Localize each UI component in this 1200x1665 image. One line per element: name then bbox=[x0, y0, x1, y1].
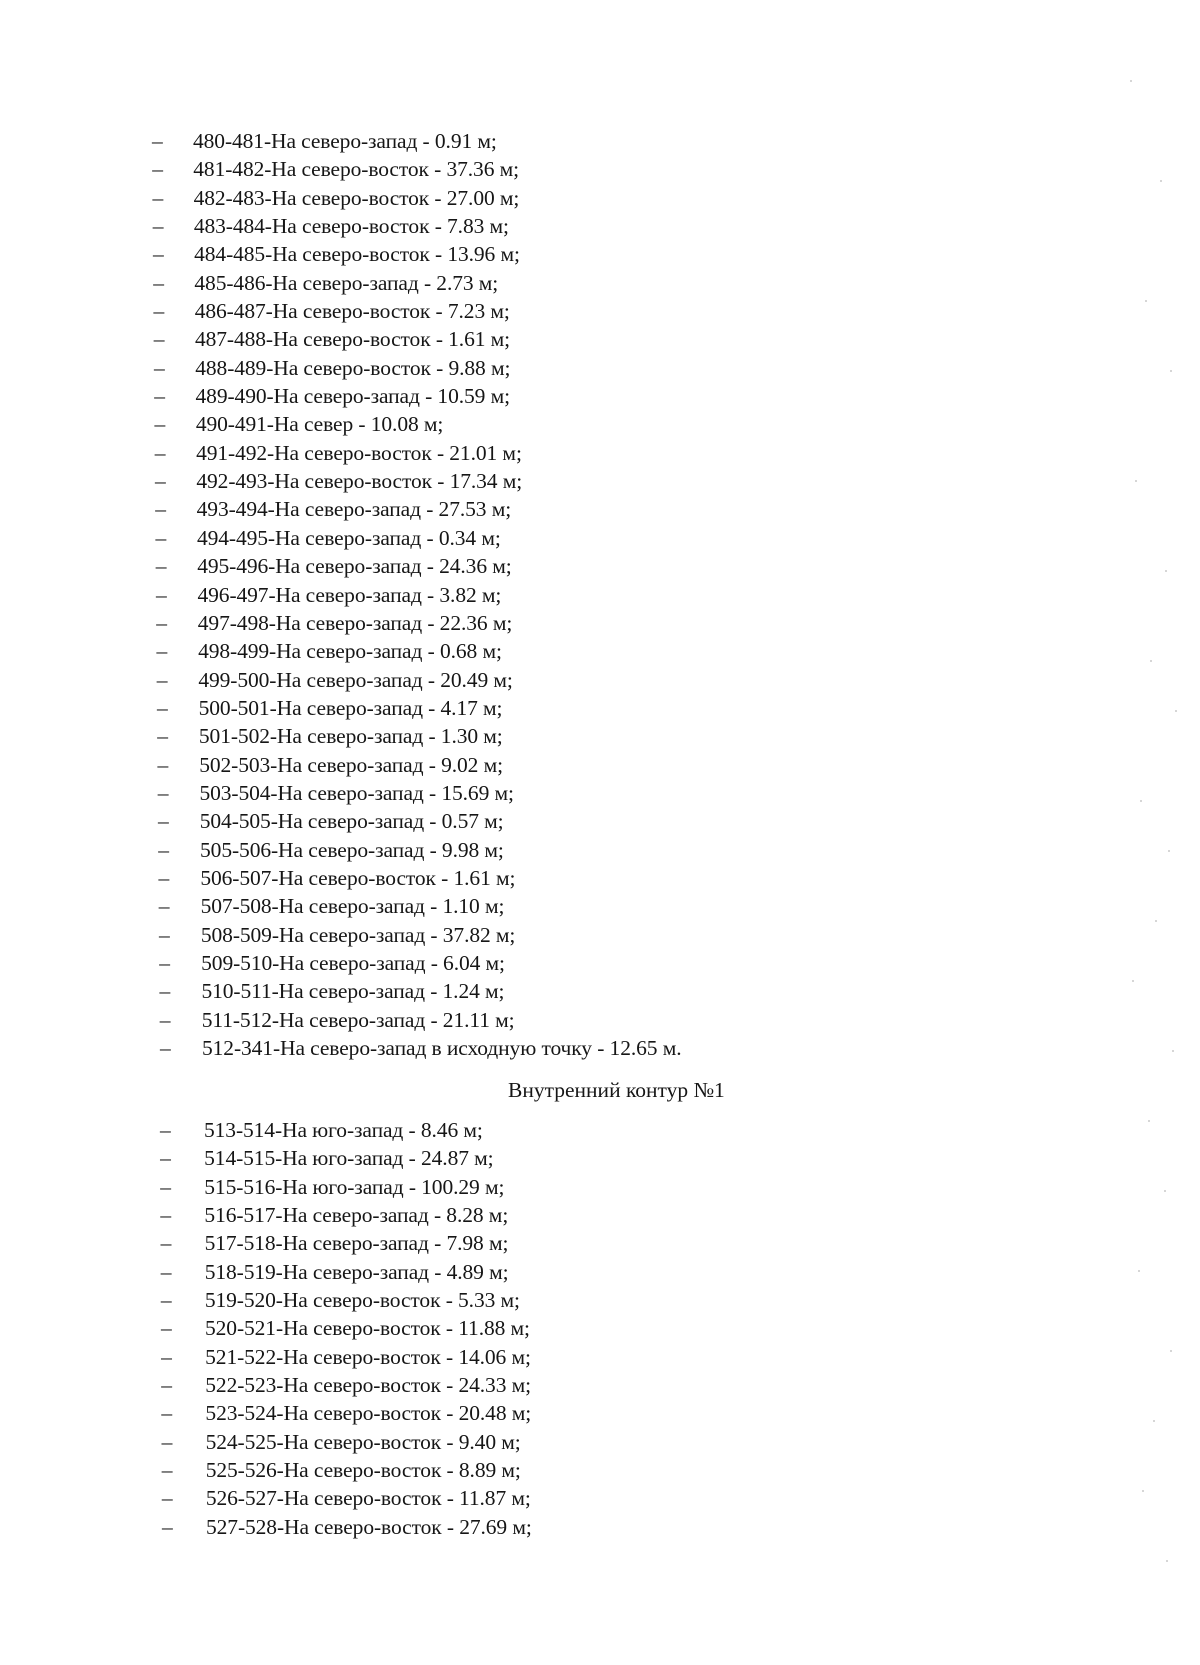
list-bullet: – bbox=[155, 497, 166, 522]
list-bullet: – bbox=[155, 554, 167, 579]
list-item bbox=[0, 240, 1200, 268]
segment-text: 502-503-На северо-запад - 9.02 м; bbox=[199, 752, 503, 777]
segment-text: 513-514-На юго-запад - 8.46 м; bbox=[204, 1118, 483, 1142]
list-bullet: – bbox=[159, 950, 170, 975]
list-item bbox=[0, 1201, 1200, 1229]
list-bullet: – bbox=[153, 299, 165, 324]
segment-text: 508-509-На северо-запад - 37.82 м; bbox=[200, 922, 516, 947]
scan-speck bbox=[1145, 300, 1147, 302]
scan-speck bbox=[1132, 980, 1134, 982]
list-bullet: – bbox=[154, 355, 165, 380]
scan-speck bbox=[1148, 1120, 1150, 1122]
list-bullet: – bbox=[156, 610, 167, 635]
list-item bbox=[0, 864, 1200, 892]
segment-text: 490-491-На север - 10.08 м; bbox=[195, 412, 444, 437]
scan-speck bbox=[1172, 1050, 1174, 1052]
list-item bbox=[0, 127, 1200, 155]
list-bullet: – bbox=[161, 1344, 172, 1369]
list-bullet: – bbox=[160, 1174, 171, 1199]
scan-speck bbox=[1140, 800, 1142, 802]
list-item bbox=[0, 325, 1200, 353]
segment-text: 491-492-На северо-восток - 21.01 м; bbox=[196, 440, 522, 465]
list-item bbox=[0, 694, 1200, 722]
scan-speck bbox=[1130, 80, 1132, 82]
list-bullet: – bbox=[161, 1373, 172, 1398]
list-item bbox=[0, 949, 1200, 977]
segment-text: 516-517-На северо-запад - 8.28 м; bbox=[204, 1203, 509, 1228]
list-bullet: – bbox=[152, 129, 163, 153]
list-bullet: – bbox=[154, 440, 166, 465]
list-item bbox=[0, 495, 1200, 523]
list-bullet: – bbox=[161, 1401, 173, 1426]
list-bullet: – bbox=[157, 752, 169, 777]
list-item bbox=[0, 977, 1200, 1005]
list-item bbox=[0, 524, 1200, 552]
segment-text: 505-506-На северо-запад - 9.98 м; bbox=[200, 837, 504, 862]
segment-text: 498-499-На северо-запад - 0.68 м; bbox=[198, 639, 502, 664]
segment-text: 512-341-На северо-запад в исходную точку - 12.65 м. bbox=[202, 1036, 682, 1060]
segment-text: 518-519-На северо-запад - 4.89 м; bbox=[204, 1259, 509, 1284]
list-item bbox=[0, 892, 1200, 920]
segment-text: 497-498-На северо-запад - 22.36 м; bbox=[197, 610, 513, 635]
list-item bbox=[0, 836, 1200, 864]
scan-speck bbox=[1168, 850, 1170, 852]
list-bullet: – bbox=[160, 1288, 172, 1313]
list-bullet: – bbox=[157, 780, 169, 805]
list-bullet: – bbox=[158, 809, 169, 834]
segment-text: 503-504-На северо-запад - 15.69 м; bbox=[199, 780, 514, 805]
list-item bbox=[0, 1456, 1200, 1484]
list-item bbox=[0, 354, 1200, 382]
list-bullet: – bbox=[156, 667, 168, 692]
list-bullet: – bbox=[152, 214, 164, 239]
list-bullet: – bbox=[153, 242, 164, 267]
list-bullet: – bbox=[152, 185, 164, 210]
list-bullet: – bbox=[153, 270, 164, 295]
scan-speck bbox=[1135, 480, 1137, 482]
list-item bbox=[0, 439, 1200, 467]
list-bullet: – bbox=[161, 1316, 172, 1341]
list-bullet: – bbox=[160, 1259, 172, 1284]
list-bullet: – bbox=[154, 412, 166, 437]
list-item bbox=[0, 1173, 1200, 1201]
inner-contour-list bbox=[0, 1116, 1200, 1541]
scan-speck bbox=[1166, 1560, 1168, 1562]
segment-text: 525-526-На северо-восток - 8.89 м; bbox=[205, 1458, 521, 1483]
list-bullet: – bbox=[155, 525, 167, 550]
segment-text: 515-516-На юго-запад - 100.29 м; bbox=[204, 1174, 505, 1199]
segment-text: 506-507-На северо-восток - 1.61 м; bbox=[200, 865, 516, 890]
list-bullet: – bbox=[156, 639, 168, 664]
list-item bbox=[0, 581, 1200, 609]
scan-speck bbox=[1164, 1190, 1166, 1192]
segment-text: 504-505-На северо-запад - 0.57 м; bbox=[199, 809, 504, 834]
list-item bbox=[0, 155, 1200, 183]
list-bullet: – bbox=[157, 724, 168, 749]
list-bullet: – bbox=[160, 1231, 172, 1256]
segment-text: 494-495-На северо-запад - 0.34 м; bbox=[196, 525, 501, 550]
segment-text: 485-486-На северо-запад - 2.73 м; bbox=[194, 270, 499, 295]
list-item bbox=[0, 382, 1200, 410]
segment-text: 484-485-На северо-восток - 13.96 м; bbox=[194, 242, 520, 267]
segment-text: 517-518-На северо-запад - 7.98 м; bbox=[204, 1231, 509, 1256]
list-item bbox=[0, 1034, 1200, 1062]
segment-text: 501-502-На северо-запад - 1.30 м; bbox=[198, 724, 503, 749]
list-item bbox=[0, 1484, 1200, 1512]
list-bullet: – bbox=[160, 1118, 171, 1142]
list-item bbox=[0, 552, 1200, 580]
list-bullet: – bbox=[155, 469, 166, 494]
list-item bbox=[0, 269, 1200, 297]
list-bullet: – bbox=[161, 1486, 173, 1511]
list-item bbox=[0, 751, 1200, 779]
list-item bbox=[0, 1371, 1200, 1399]
list-item bbox=[0, 184, 1200, 212]
segment-text: 492-493-На северо-восток - 17.34 м; bbox=[196, 469, 523, 494]
list-item bbox=[0, 807, 1200, 835]
segment-text: 524-525-На северо-восток - 9.40 м; bbox=[205, 1429, 521, 1454]
segment-text: 511-512-На северо-запад - 21.11 м; bbox=[201, 1007, 515, 1032]
list-item bbox=[0, 1428, 1200, 1456]
segment-text: 487-488-На северо-восток - 1.61 м; bbox=[194, 327, 511, 352]
list-item bbox=[0, 609, 1200, 637]
list-item bbox=[0, 921, 1200, 949]
segment-text: 482-483-На северо-восток - 27.00 м; bbox=[193, 185, 520, 210]
segment-text: 514-515-На юго-запад - 24.87 м; bbox=[204, 1146, 494, 1171]
list-item bbox=[0, 212, 1200, 240]
list-item bbox=[0, 1399, 1200, 1427]
segment-text: 520-521-На северо-восток - 11.88 м; bbox=[205, 1316, 530, 1341]
list-bullet: – bbox=[159, 1007, 171, 1032]
segment-text: 519-520-На северо-восток - 5.33 м; bbox=[204, 1288, 520, 1313]
list-bullet: – bbox=[152, 157, 163, 182]
scan-speck bbox=[1175, 710, 1177, 712]
list-item bbox=[0, 637, 1200, 665]
scan-speck bbox=[1138, 1270, 1140, 1272]
segment-text: 500-501-На северо-запад - 4.17 м; bbox=[198, 695, 503, 720]
segment-text: 493-494-На северо-запад - 27.53 м; bbox=[196, 497, 512, 522]
list-bullet: – bbox=[158, 837, 169, 862]
segment-text: 522-523-На северо-восток - 24.33 м; bbox=[205, 1373, 532, 1398]
list-item bbox=[0, 1513, 1200, 1541]
scan-speck bbox=[1160, 180, 1162, 182]
list-item bbox=[0, 410, 1200, 438]
segment-text: 510-511-На северо-запад - 1.24 м; bbox=[201, 979, 505, 1004]
list-item bbox=[0, 1229, 1200, 1257]
list-bullet: – bbox=[159, 979, 171, 1004]
segment-text: 486-487-На северо-восток - 7.23 м; bbox=[194, 299, 510, 324]
list-bullet: – bbox=[158, 865, 170, 890]
list-bullet: – bbox=[157, 695, 168, 720]
segment-text: 507-508-На северо-запад - 1.10 м; bbox=[200, 894, 505, 919]
segment-text: 499-500-На северо-запад - 20.49 м; bbox=[198, 667, 513, 692]
list-item bbox=[0, 467, 1200, 495]
segment-text: 523-524-На северо-восток - 20.48 м; bbox=[205, 1401, 532, 1426]
list-bullet: – bbox=[161, 1458, 173, 1483]
segment-text: 495-496-На северо-запад - 24.36 м; bbox=[197, 554, 512, 579]
segment-text: 527-528-На северо-восток - 27.69 м; bbox=[206, 1514, 532, 1539]
list-bullet: – bbox=[160, 1146, 171, 1171]
segment-text: 526-527-На северо-восток - 11.87 м; bbox=[205, 1486, 531, 1511]
scan-speck bbox=[1170, 1350, 1172, 1352]
scan-speck bbox=[1165, 570, 1167, 572]
inner-contour-title: Внутренний контур №1 bbox=[508, 1078, 725, 1102]
scan-speck bbox=[1150, 660, 1152, 662]
segment-text: 496-497-На северо-запад - 3.82 м; bbox=[197, 582, 502, 607]
segment-text: 489-490-На северо-запад - 10.59 м; bbox=[195, 384, 510, 409]
scan-speck bbox=[1170, 370, 1172, 372]
list-bullet: – bbox=[160, 1036, 171, 1060]
segment-text: 488-489-На северо-восток - 9.88 м; bbox=[195, 355, 511, 380]
segment-text: 521-522-На северо-восток - 14.06 м; bbox=[205, 1344, 531, 1369]
list-item bbox=[0, 1343, 1200, 1371]
list-bullet: – bbox=[158, 894, 170, 919]
list-item bbox=[0, 297, 1200, 325]
segment-text: 509-510-На северо-запад - 6.04 м; bbox=[201, 950, 505, 975]
outer-contour-list bbox=[0, 127, 1200, 1062]
segment-text: 481-482-На северо-восток - 37.36 м; bbox=[193, 157, 520, 182]
list-item bbox=[0, 1144, 1200, 1172]
list-item bbox=[0, 722, 1200, 750]
segment-text: 483-484-На северо-восток - 7.83 м; bbox=[193, 214, 509, 239]
scan-speck bbox=[1142, 1490, 1144, 1492]
list-bullet: – bbox=[160, 1203, 172, 1228]
segment-text: 480-481-На северо-запад - 0.91 м; bbox=[193, 129, 497, 153]
list-item bbox=[0, 1116, 1200, 1144]
list-item bbox=[0, 666, 1200, 694]
list-bullet: – bbox=[154, 384, 165, 409]
list-bullet: – bbox=[156, 582, 167, 607]
list-item bbox=[0, 1314, 1200, 1342]
list-bullet: – bbox=[159, 922, 170, 947]
list-bullet: – bbox=[162, 1514, 173, 1539]
scan-speck bbox=[1155, 920, 1157, 922]
list-item bbox=[0, 1286, 1200, 1314]
scan-speck bbox=[1153, 1420, 1155, 1422]
list-item bbox=[0, 1006, 1200, 1034]
scan-specks bbox=[1120, 60, 1190, 1620]
list-item bbox=[0, 1258, 1200, 1286]
list-item bbox=[0, 779, 1200, 807]
list-bullet: – bbox=[153, 327, 165, 352]
list-bullet: – bbox=[161, 1429, 173, 1454]
